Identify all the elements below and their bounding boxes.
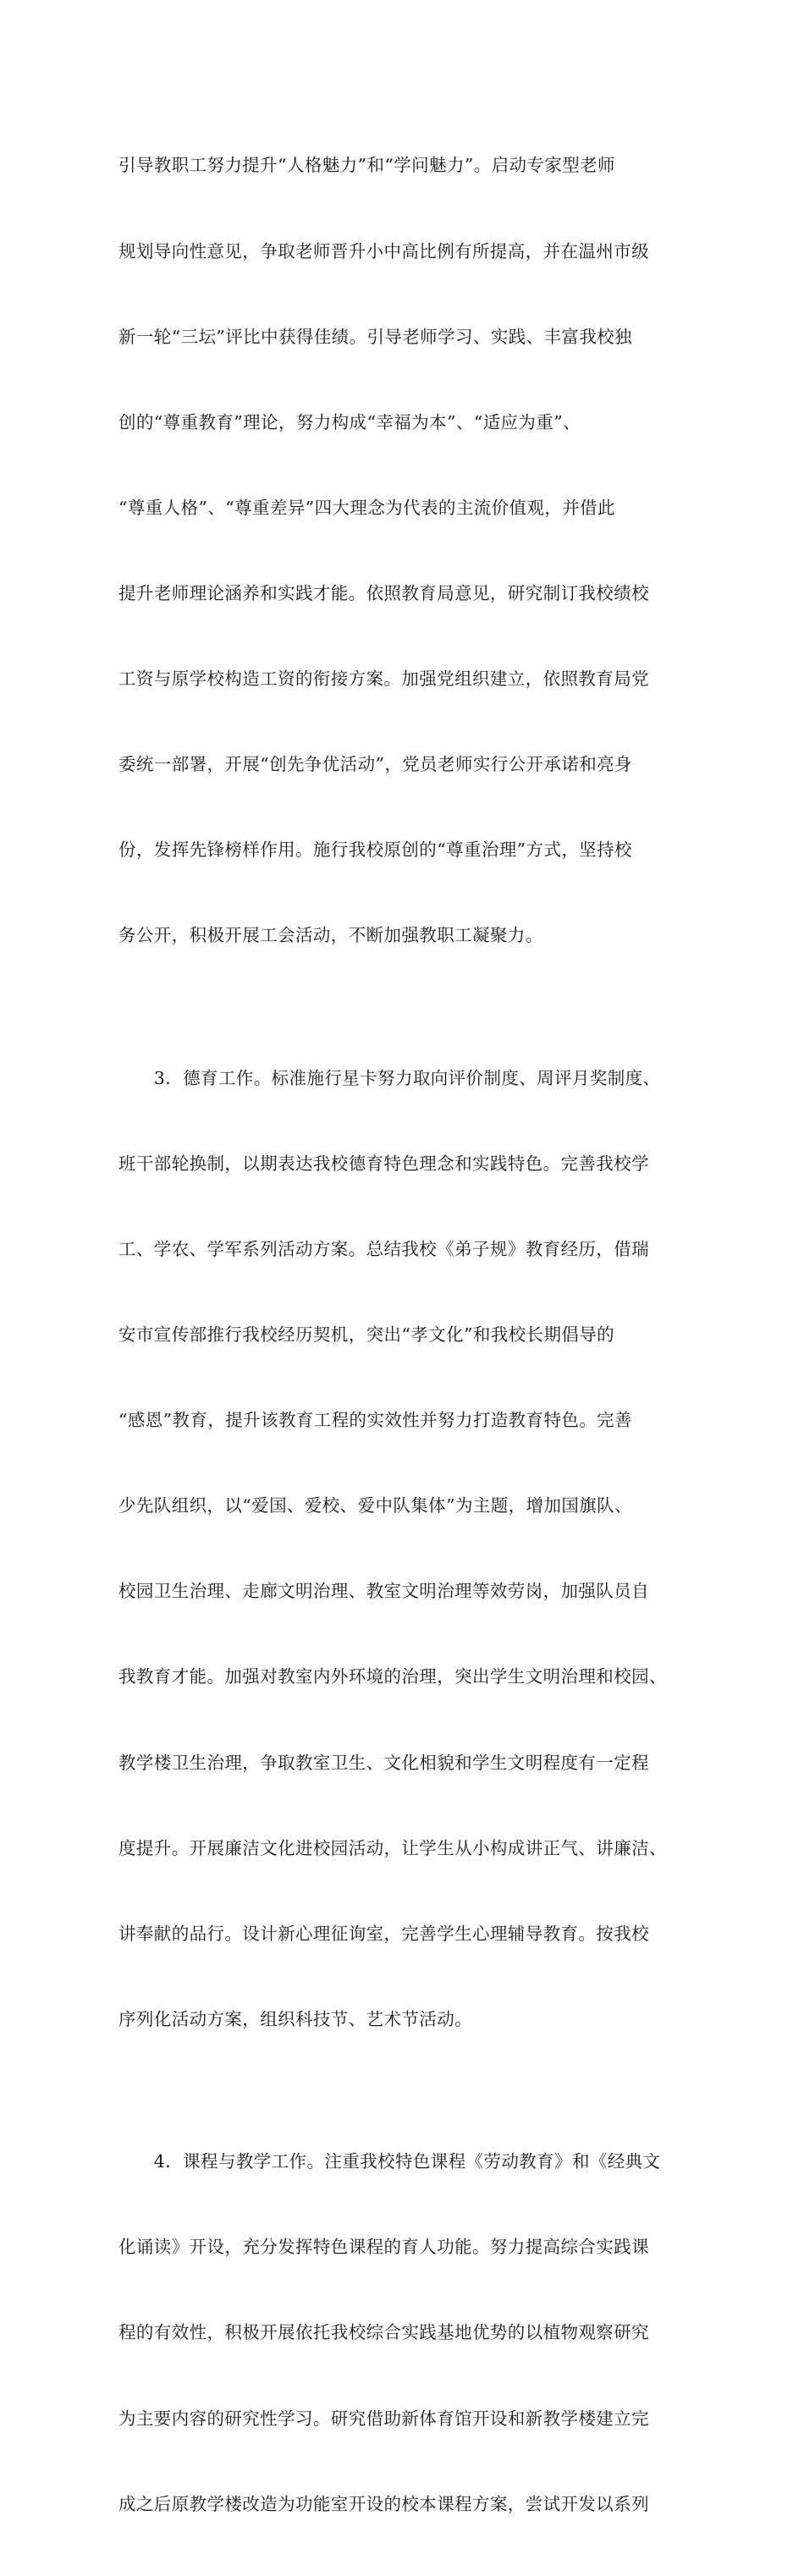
document-body: [118, 95, 702, 2576]
text-line: 少先队组织，以“爱国、爱校、爱中队集体”为主题，增加国旗队、: [118, 1495, 632, 1516]
text-line: “尊重人格”、“尊重差异”四大理念为代表的主流价值观，并借此: [118, 497, 615, 518]
text-line: 安市宣传部推行我校经历契机，突出“孝文化”和我校长期倡导的: [118, 1324, 615, 1346]
text-line: 我教育才能。加强对教室内外环境的治理，突出学生文明治理和校园、: [118, 1666, 667, 1687]
text-line: 引导教职工努力提升“人格魅力”和“学问魅力”。启动专家型老师: [118, 155, 615, 176]
text-line: 班干部轮换制，以期表达我校德育特色理念和实践特色。完善我校学: [118, 1153, 649, 1174]
text-line: 创的“尊重教育”理论，努力构成“幸福为本”、“适应为重”、: [118, 411, 581, 432]
text-line: 度提升。开展廉洁文化进校园活动，让学生从小构成讲正气、讲廉洁、: [118, 1837, 667, 1858]
paragraph-moral-education: [118, 1007, 702, 2091]
text-line: 提升老师理论涵养和实践才能。依照教育局意见，研究制订我校绩校: [118, 582, 649, 603]
text-line: 3．德育工作。标准施行星卡努力取向评价制度、周评月奖制度、: [118, 1067, 661, 1088]
text-line: 教学楼卫生治理，争取教室卫生、文化相貌和学生文明程度有一定程: [118, 1752, 649, 1773]
text-line: 程的有效性，积极开展依托我校综合实践基地优势的以植物观察研究: [118, 2322, 649, 2343]
text-line: 工、学农、学军系列活动方案。总结我校《弟子规》教育经历，借瑞: [118, 1238, 649, 1259]
text-line: 4．课程与教学工作。注重我校特色课程《劳动教育》和《经典文: [118, 2151, 661, 2172]
text-line: 份，发挥先锋榜样作用。施行我校原创的“尊重治理”方式，坚持校: [118, 839, 632, 861]
text-line: 规划导向性意见，争取老师晋升小中高比例有所提高，并在温州市级: [118, 240, 649, 261]
text-line: 工资与原学校构造工资的衔接方案。加强党组织建立，依照教育局党: [118, 668, 649, 689]
text-line: 讲奉献的品行。设计新心理征询室，完善学生心理辅导教育。按我校: [118, 1923, 649, 1944]
text-line: 为主要内容的研究性学习。研究借助新体育馆开设和新教学楼建立完: [118, 2408, 649, 2429]
text-line: 新一轮“三坛”评比中获得佳绩。引导老师学习、实践、丰富我校独: [118, 326, 632, 347]
text-line: 成之后原教学楼改造为功能室开设的校本课程方案，尝试开发以系列: [118, 2493, 649, 2514]
text-line: 化诵读》开设，充分发挥特色课程的育人功能。努力提高综合实践课: [118, 2237, 649, 2258]
text-line: 务公开，积极开展工会活动，不断加强教职工凝聚力。: [118, 925, 543, 946]
text-line: “感恩”教育，提升该教育工程的实效性并努力打造教育特色。完善: [118, 1410, 632, 1431]
paragraph-curriculum-teaching: [118, 2091, 702, 2576]
text-line: 委统一部署，开展“创先争优活动”，党员老师实行公开承诺和亮身: [118, 754, 632, 775]
paragraph-teacher-development: [118, 95, 702, 1007]
text-line: 序列化活动方案，组织科技节、艺术节活动。: [118, 2008, 472, 2029]
text-line: 校园卫生治理、走廊文明治理、教室文明治理等效劳岗，加强队员自: [118, 1581, 649, 1602]
